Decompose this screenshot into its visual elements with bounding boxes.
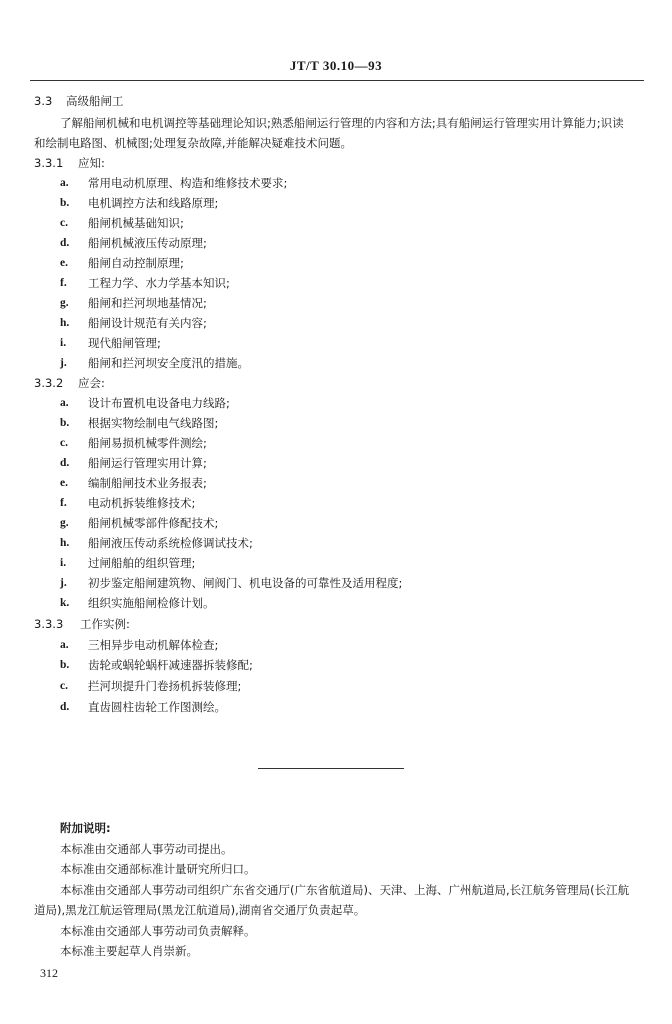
list-item-text: 船闸运行管理实用计算; (88, 456, 207, 470)
list-item-letter: i. (60, 557, 67, 569)
list-item-text: 船闸液压传动系统检修调试技术; (88, 536, 253, 550)
subsection-title-3-3-1: 应知: (78, 156, 105, 170)
list-item-text: 三相异步电动机解体检查; (88, 638, 219, 652)
note-line: 本标准由交通部人事劳动司负责解释。 (60, 924, 256, 938)
list-item-letter: k. (60, 597, 70, 609)
section-divider (258, 768, 404, 769)
list-item-letter: j. (60, 357, 67, 369)
notes-heading: 附加说明: (60, 821, 111, 835)
page-number: 312 (40, 966, 58, 980)
subsection-title-3-3-3: 工作实例: (80, 617, 130, 631)
list-item-letter: d. (60, 701, 70, 713)
list-item-letter: g. (60, 517, 69, 529)
list-item-text: 现代船闸管理; (88, 336, 161, 350)
section-number: 3.3 (34, 94, 53, 108)
standard-code-header: JT/T 30.10—93 (289, 58, 383, 73)
note-line: 本标准由交通部标准计量研究所归口。 (60, 862, 256, 876)
list-item-letter: a. (60, 177, 69, 189)
section-title: 高级船闸工 (66, 94, 124, 108)
list-item-letter: b. (60, 417, 70, 429)
list-item-letter: c. (60, 217, 68, 229)
header-rule (30, 80, 644, 81)
subsection-number-3-3-1: 3.3.1 (34, 156, 64, 170)
list-item-text: 组织实施船闸检修计划。 (88, 596, 215, 610)
note-line: 本标准由交通部人事劳动司提出。 (60, 842, 233, 856)
list-item-text: 电动机拆装维修技术; (88, 496, 196, 510)
list-item-text: 船闸设计规范有关内容; (88, 316, 207, 330)
list-item-text: 常用电动机原理、构造和维修技术要求; (88, 176, 288, 190)
list-item-text: 船闸易损机械零件测绘; (88, 436, 207, 450)
list-item-text: 过闸船舶的组织管理; (88, 556, 196, 570)
list-item-letter: e. (60, 257, 68, 269)
list-item-text: 船闸和拦河坝安全度汛的措施。 (88, 356, 249, 370)
subsection-number-3-3-2: 3.3.2 (34, 376, 64, 390)
list-item-text: 根据实物绘制电气线路图; (88, 416, 219, 430)
section-paragraph: 了解船闸机械和电机调控等基础理论知识;熟悉船闸运行管理的内容和方法;具有船闸运行管理实用计算能力;识读和绘制电路图、机械图;处理复杂故障,并能解决疑难技术问题。 (34, 116, 624, 150)
list-item-text: 船闸机械零部件修配技术; (88, 516, 219, 530)
note-line-drafting-units: 本标准由交通部人事劳动司组织广东省交通厅(广东省航道局)、天津、上海、广州航道局,长江航务管理局(长江航道局),黑龙江航运管理局(黑龙江航道局),湖南省交通厅负责起草。 (34, 883, 630, 917)
list-item-text: 工程力学、水力学基本知识; (88, 276, 230, 290)
list-item-letter: i. (60, 337, 67, 349)
list-item-text: 编制船闸技术业务报表; (88, 476, 207, 490)
list-item-letter: d. (60, 237, 70, 249)
list-item-text: 设计布置机电设备电力线路; (88, 396, 230, 410)
list-item-letter: b. (60, 197, 70, 209)
list-item-text: 船闸自动控制原理; (88, 256, 184, 270)
list-item-letter: a. (60, 639, 69, 651)
list-item-letter: h. (60, 317, 70, 329)
subsection-number-3-3-3: 3.3.3 (34, 617, 64, 631)
list-item-letter: f. (60, 277, 67, 289)
list-item-text: 船闸和拦河坝地基情况; (88, 296, 207, 310)
list-item-letter: d. (60, 457, 70, 469)
list-item-letter: f. (60, 497, 67, 509)
list-item-letter: a. (60, 397, 69, 409)
subsection-title-3-3-2: 应会: (78, 376, 105, 390)
list-item-text: 电机调控方法和线路原理; (88, 196, 219, 210)
list-item-letter: c. (60, 437, 68, 449)
list-item-letter: h. (60, 537, 70, 549)
list-item-letter: g. (60, 297, 69, 309)
list-item-text: 船闸机械基础知识; (88, 216, 184, 230)
list-item-text: 直齿圆柱齿轮工作图测绘。 (88, 700, 226, 714)
list-item-letter: e. (60, 477, 68, 489)
list-item-letter: c. (60, 680, 68, 692)
list-item-text: 船闸机械液压传动原理; (88, 236, 207, 250)
note-line: 本标准主要起草人肖崇新。 (60, 944, 198, 958)
list-item-letter: b. (60, 659, 70, 671)
list-item-text: 初步鉴定船闸建筑物、闸阀门、机电设备的可靠性及适用程度; (88, 576, 403, 590)
list-item-letter: j. (60, 577, 67, 589)
list-item-text: 齿轮或蜗轮蜗杆减速器拆装修配; (88, 658, 253, 672)
list-item-text: 拦河坝提升门卷扬机拆装修理; (88, 679, 242, 693)
